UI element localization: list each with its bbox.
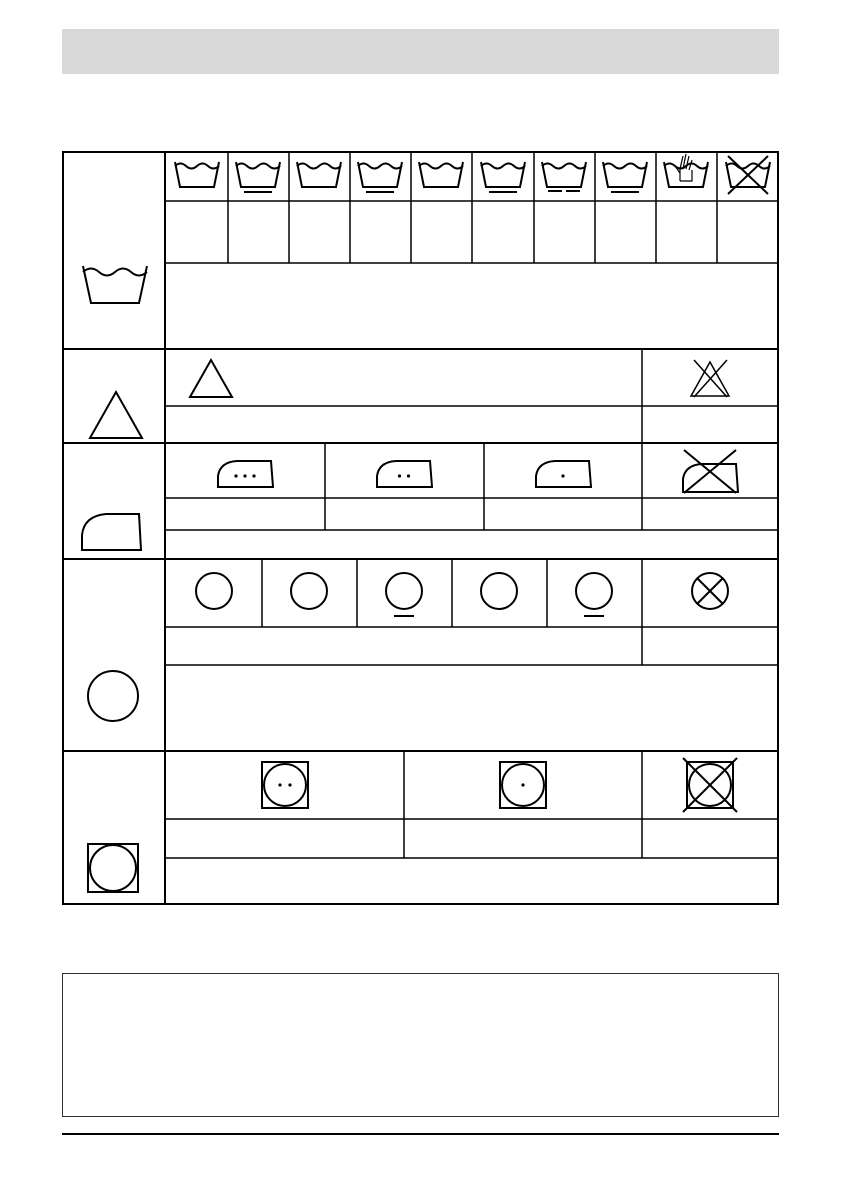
do-not-tumble-dry-icon xyxy=(683,758,737,812)
do-not-dry-clean-icon xyxy=(692,573,728,609)
notes-box xyxy=(62,973,779,1117)
dry-clean-icon xyxy=(481,573,517,609)
dry-clean-gentle-icon xyxy=(386,573,422,616)
tumble-dry-normal-icon xyxy=(262,762,308,808)
dry-clean-circle-icon xyxy=(88,671,138,721)
wash-permanent-press-icon xyxy=(603,162,647,192)
washtub-icon xyxy=(83,266,147,303)
dry-clean-gentle-icon xyxy=(576,573,612,616)
table-border xyxy=(63,152,778,904)
dry-clean-icon xyxy=(291,573,327,609)
wash-permanent-press-icon xyxy=(236,162,280,192)
wash-normal-icon xyxy=(419,162,463,187)
care-symbols-table xyxy=(62,151,779,905)
do-not-bleach-icon xyxy=(691,360,729,397)
bleaching-grid xyxy=(165,349,778,443)
wash-normal-icon xyxy=(297,162,341,187)
tumble-dry-icon xyxy=(88,844,138,892)
do-not-iron-icon xyxy=(683,450,738,493)
do-not-wash-icon xyxy=(726,156,770,194)
dry-cleaning-grid xyxy=(165,559,778,665)
wash-permanent-press-icon xyxy=(358,162,402,192)
bleach-allowed-icon xyxy=(190,360,232,397)
dry-clean-icon xyxy=(196,573,232,609)
wash-delicate-icon xyxy=(542,162,586,191)
tumble-dry-low-icon xyxy=(500,762,546,808)
bleach-triangle-icon xyxy=(90,392,142,438)
iron-medium-icon xyxy=(377,461,432,487)
header-bar xyxy=(62,29,779,74)
footer-rule xyxy=(62,1133,779,1135)
iron-icon xyxy=(82,514,141,550)
hand-wash-icon xyxy=(664,154,708,187)
iron-low-icon xyxy=(536,461,591,487)
wash-permanent-press-icon xyxy=(481,162,525,192)
iron-high-icon xyxy=(218,461,273,487)
wash-normal-icon xyxy=(175,162,219,187)
